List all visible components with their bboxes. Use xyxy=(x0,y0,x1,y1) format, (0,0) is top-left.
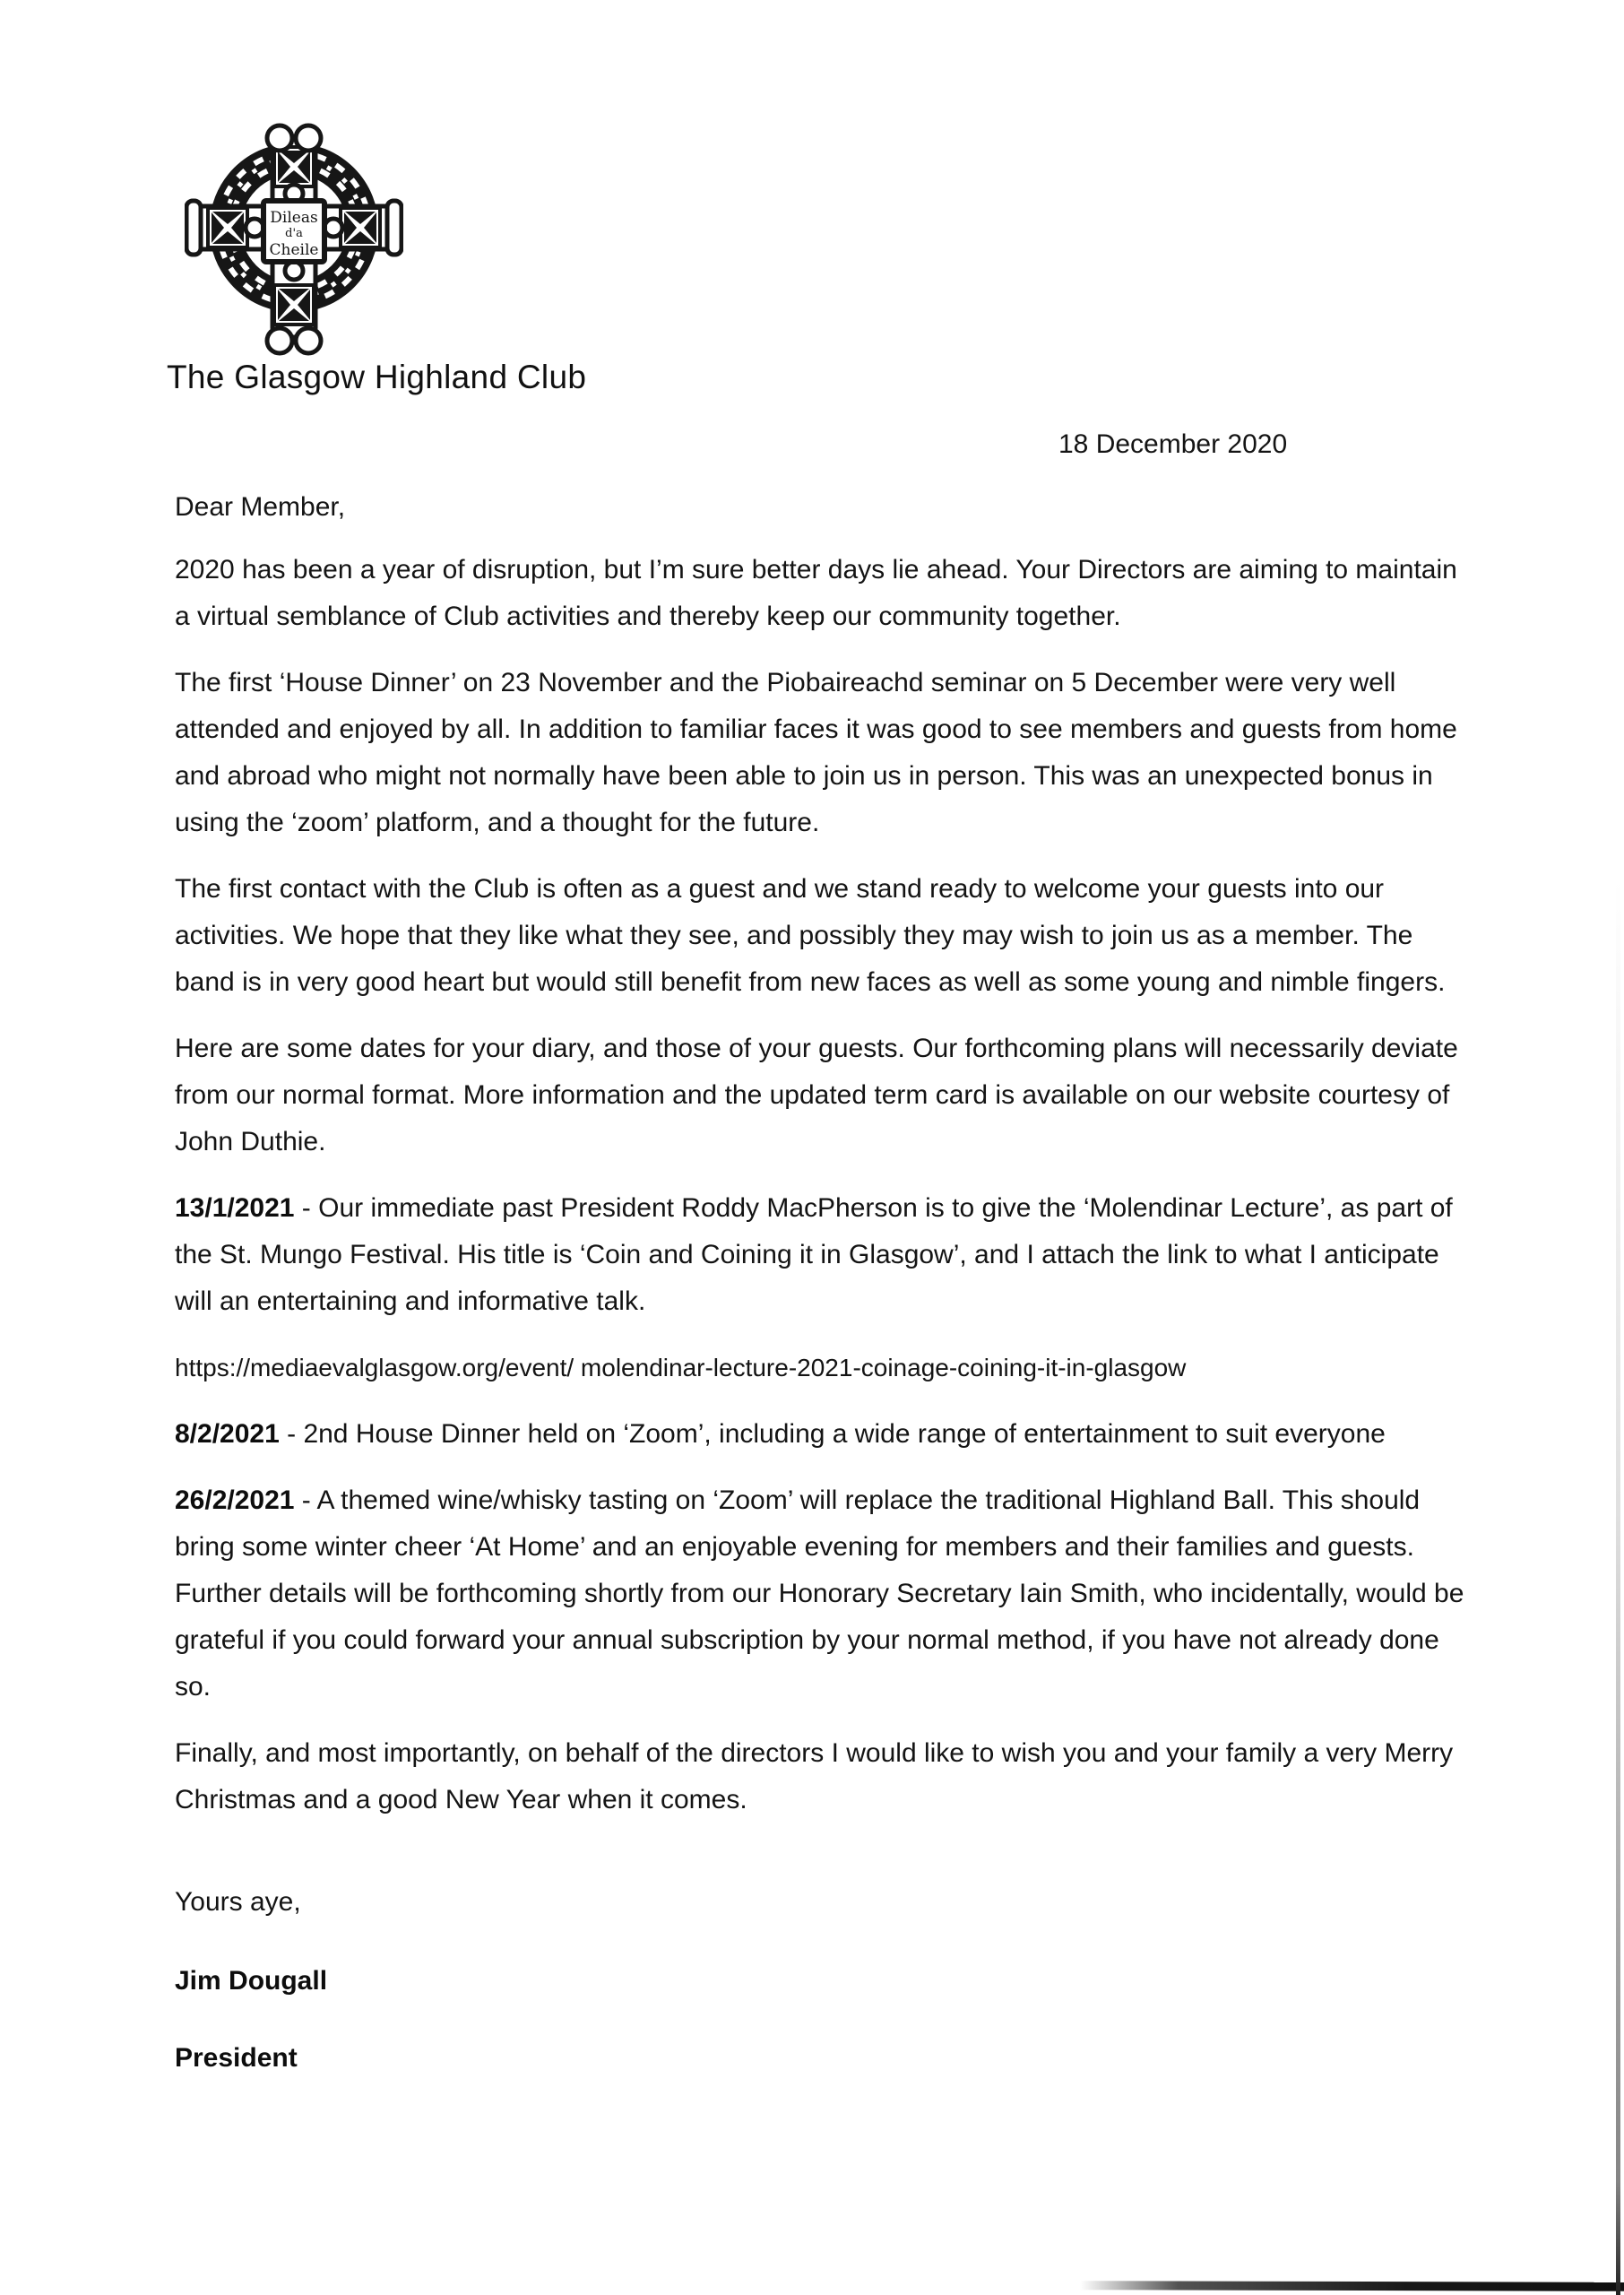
event-date: 13/1/2021 xyxy=(175,1193,295,1223)
paragraph-event-wine-tasting xyxy=(175,1477,1476,1710)
paragraph-text: - Our immediate past President Roddy MacPherson is to give the ‘Molendinar Lecture’, as part of the St. Mungo Festival. His title is ‘Coin and Coining it in Glasgow’, and I attach the link to what I anticipate will an entertaining and informative talk. xyxy=(175,1193,1453,1316)
paragraph xyxy=(175,1026,1476,1165)
club-name: The Glasgow Highland Club xyxy=(167,359,587,395)
paragraph-text: Finally, and most importantly, on behalf of the directors I would like to wish you and your family a very Merry Christmas and a good New Year when it comes. xyxy=(175,1738,1454,1814)
letter-date: 18 December 2020 xyxy=(1058,429,1288,459)
paragraph-text: 2020 has been a year of disruption, but I’m sure better days lie ahead. Your Directors are aiming to maintain a virtual semblance of Club activities and thereby keep our community together. xyxy=(175,555,1457,631)
paragraph-event-house-dinner xyxy=(175,1411,1476,1458)
paragraph xyxy=(175,1730,1476,1823)
event-link-url: https://mediaevalglasgow.org/event/ molendinar-lecture-2021-coinage-coining-it-in-glasgow xyxy=(175,1354,1187,1381)
logo-motto-square xyxy=(263,201,324,262)
paragraph-text: The first contact with the Club is often as a guest and we stand ready to welcome your guests into our activities. We hope that they like what they see, and possibly they may wish to join us as a member. The band is in very good heart but would still benefit from new faces as well as some young and nimble fingers. xyxy=(175,874,1446,997)
signer-title: President xyxy=(175,2043,298,2073)
letter-body xyxy=(175,421,1476,2101)
signer-name: Jim Dougall xyxy=(175,1966,328,1996)
salutation: Dear Member, xyxy=(175,492,346,522)
scan-artifact-right-edge xyxy=(1616,879,1620,2295)
paragraph-event-molendinar xyxy=(175,1185,1476,1325)
closing-valediction: Yours aye, xyxy=(175,1887,301,1917)
paragraph xyxy=(175,660,1476,846)
logo-motto-line1: Dileas xyxy=(270,209,318,227)
event-date: 26/2/2021 xyxy=(175,1485,295,1515)
paragraph xyxy=(175,866,1476,1006)
event-date: 8/2/2021 xyxy=(175,1419,280,1449)
paragraph-text: - A themed wine/whisky tasting on ‘Zoom’ will replace the traditional Highland Ball. This should bring some winter cheer ‘At Home’ and an enjoyable evening for members and their families and guests. Further details will be forthcoming shortly from our Honorary Secretary Iain Smith, who incidentally, would be grateful if you could forward your annual subscription by your normal method, if you have not already done so. xyxy=(175,1485,1464,1702)
paragraph xyxy=(175,547,1476,640)
paragraph-text: - 2nd House Dinner held on ‘Zoom’, including a wide range of entertainment to suit everyone xyxy=(279,1419,1386,1449)
paragraph-text: The first ‘House Dinner’ on 23 November and the Piobaireachd seminar on 5 December were very well attended and enjoyed by all. In addition to familiar faces it was good to see members and guests from home and abroad who might not normally have been able to join us in person. This was an unexpected bonus in using the ‘zoom’ platform, and a thought for the future. xyxy=(175,668,1457,837)
club-logo xyxy=(185,117,403,360)
logo-motto-line3: Cheile xyxy=(269,241,319,259)
paragraph-text: Here are some dates for your diary, and those of your guests. Our forthcoming plans will necessarily deviate from our normal format. More information and the updated term card is available on our website courtesy of John Duthie. xyxy=(175,1034,1458,1156)
logo-motto-line2: d'a xyxy=(285,227,303,240)
scan-artifact-bottom-edge xyxy=(1080,2281,1624,2291)
